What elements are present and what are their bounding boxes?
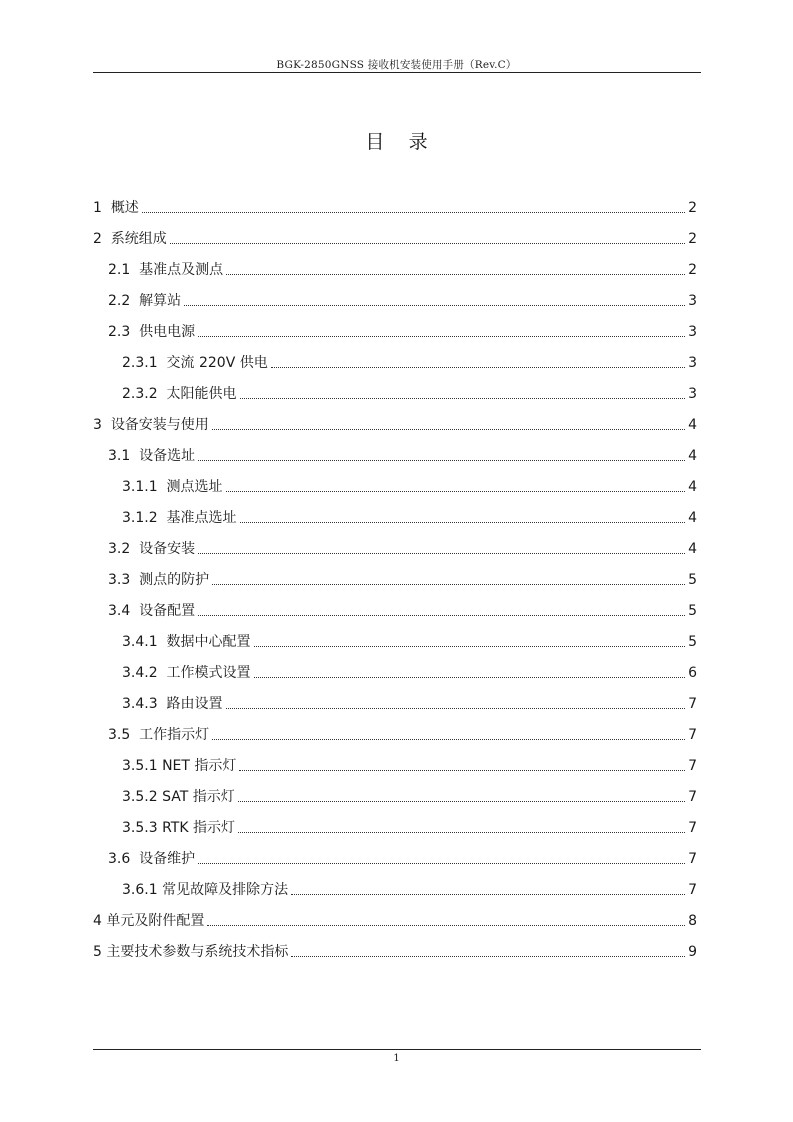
toc-entry-page: 8 bbox=[688, 913, 697, 929]
toc-dot-leader bbox=[212, 583, 685, 585]
toc-entry[interactable] bbox=[108, 288, 697, 310]
toc-entry[interactable] bbox=[93, 939, 697, 961]
toc-entry-page: 7 bbox=[688, 758, 697, 774]
toc-entry-number: 3.4 bbox=[108, 603, 140, 619]
toc-entry-number: 2.3 bbox=[108, 324, 140, 340]
toc-entry-page: 5 bbox=[688, 603, 697, 619]
toc-entry-page: 4 bbox=[688, 510, 697, 526]
toc-dot-leader bbox=[198, 552, 685, 554]
toc-dot-leader bbox=[212, 738, 685, 740]
toc-dot-leader bbox=[198, 862, 685, 864]
toc-entry-title: 设备配置 bbox=[139, 603, 196, 619]
toc-entry-title: 路由设置 bbox=[166, 696, 223, 712]
toc-entry[interactable] bbox=[93, 195, 697, 217]
toc-entry[interactable] bbox=[122, 753, 697, 775]
toc-entry-title: 基准点及测点 bbox=[139, 262, 224, 278]
toc-entry-title: 测点的防护 bbox=[139, 572, 210, 588]
toc-entry-number: 3.5.3 bbox=[122, 820, 163, 836]
toc-entry-title: 太阳能供电 bbox=[166, 386, 237, 402]
toc-entry-number: 4 bbox=[93, 913, 107, 929]
toc-dot-leader bbox=[254, 645, 686, 647]
toc-title: 目 录 bbox=[365, 131, 428, 153]
toc-entry-page: 5 bbox=[688, 572, 697, 588]
toc-dot-leader bbox=[271, 366, 685, 368]
toc-entry-title: 常见故障及排除方法 bbox=[162, 882, 289, 898]
toc-entry[interactable] bbox=[108, 846, 697, 868]
toc-entry[interactable] bbox=[122, 350, 697, 372]
toc-dot-leader bbox=[238, 800, 685, 802]
toc-entry-title: 设备安装 bbox=[139, 541, 196, 557]
toc-entry-page: 3 bbox=[688, 324, 697, 340]
toc-entry-page: 5 bbox=[688, 634, 697, 650]
toc-entry-number: 2.1 bbox=[108, 262, 140, 278]
toc-entry-number: 3.5.2 bbox=[122, 789, 163, 805]
toc-entry-title: 工作模式设置 bbox=[166, 665, 251, 681]
toc-entry-page: 7 bbox=[688, 820, 697, 836]
toc-dot-leader bbox=[226, 490, 686, 492]
toc-dot-leader bbox=[198, 335, 685, 337]
toc-entry-title: 单元及附件配置 bbox=[106, 913, 205, 929]
toc-entry[interactable] bbox=[108, 443, 697, 465]
toc-entry[interactable] bbox=[93, 412, 697, 434]
toc-entry-page: 7 bbox=[688, 789, 697, 805]
toc-dot-leader bbox=[239, 769, 685, 771]
toc-entry-number: 3.1.2 bbox=[122, 510, 167, 526]
toc-entry-title: 工作指示灯 bbox=[139, 727, 210, 743]
toc-entry-number: 2 bbox=[93, 231, 111, 247]
toc-entry-number: 3.2 bbox=[108, 541, 140, 557]
toc-entry-title: 设备维护 bbox=[139, 851, 196, 867]
toc-entry-number: 1 bbox=[93, 200, 111, 216]
toc-dot-leader bbox=[254, 676, 686, 678]
toc-dot-leader bbox=[226, 273, 685, 275]
toc-dot-leader bbox=[142, 211, 685, 213]
toc-entry[interactable] bbox=[93, 908, 697, 930]
toc-entry-number: 3.5.1 bbox=[122, 758, 163, 774]
toc-entry-number: 3.6.1 bbox=[122, 882, 163, 898]
toc-entry[interactable] bbox=[122, 691, 697, 713]
toc-entry-page: 4 bbox=[688, 417, 697, 433]
toc-entry[interactable] bbox=[108, 722, 697, 744]
toc-entry-page: 4 bbox=[688, 448, 697, 464]
toc-entry-number: 3.3 bbox=[108, 572, 140, 588]
toc-entry-page: 3 bbox=[688, 386, 697, 402]
running-header: BGK-2850GNSS 接收机安装使用手册（Rev.C） bbox=[276, 59, 517, 71]
toc-entry[interactable] bbox=[122, 877, 697, 899]
toc-dot-leader bbox=[198, 459, 685, 461]
toc-entry-title: 供电电源 bbox=[139, 324, 196, 340]
toc-dot-leader bbox=[238, 831, 685, 833]
toc-entry[interactable] bbox=[108, 536, 697, 558]
toc-entry-title: 设备选址 bbox=[139, 448, 196, 464]
toc-dot-leader bbox=[170, 242, 685, 244]
toc-entry-title: SAT 指示灯 bbox=[162, 789, 235, 805]
footer-divider bbox=[93, 1049, 701, 1050]
toc-dot-leader bbox=[291, 955, 685, 957]
toc-entry-title: 测点选址 bbox=[166, 479, 223, 495]
toc-entry-title: 设备安装与使用 bbox=[110, 417, 209, 433]
toc-entry-number: 5 bbox=[93, 944, 107, 960]
toc-entry-title: 数据中心配置 bbox=[166, 634, 251, 650]
toc-entry[interactable] bbox=[108, 257, 697, 279]
toc-entry[interactable] bbox=[122, 505, 697, 527]
toc-entry[interactable] bbox=[93, 226, 697, 248]
toc-entry[interactable] bbox=[108, 598, 697, 620]
toc-dot-leader bbox=[226, 707, 686, 709]
toc-entry-number: 3.4.2 bbox=[122, 665, 167, 681]
toc-dot-leader bbox=[198, 614, 685, 616]
page-number: 1 bbox=[393, 1053, 400, 1064]
toc-entry-number: 3.4.1 bbox=[122, 634, 167, 650]
toc-entry[interactable] bbox=[122, 815, 697, 837]
toc-entry-title: RTK 指示灯 bbox=[162, 820, 235, 836]
toc-entry-title: 概述 bbox=[110, 200, 139, 216]
toc-entry-page: 6 bbox=[688, 665, 697, 681]
toc-entry-number: 3.1 bbox=[108, 448, 140, 464]
toc-entry-page: 3 bbox=[688, 355, 697, 371]
toc-entry[interactable] bbox=[122, 474, 697, 496]
toc-entry-page: 7 bbox=[688, 851, 697, 867]
toc-entry[interactable] bbox=[108, 319, 697, 341]
toc-entry[interactable] bbox=[108, 567, 697, 589]
toc-entry-page: 4 bbox=[688, 479, 697, 495]
toc-dot-leader bbox=[184, 304, 685, 306]
toc-entry[interactable] bbox=[122, 381, 697, 403]
toc-entry-page: 7 bbox=[688, 882, 697, 898]
toc-dot-leader bbox=[291, 893, 685, 895]
toc-entry-page: 9 bbox=[688, 944, 697, 960]
toc-entry-title: 基准点选址 bbox=[166, 510, 237, 526]
toc-entry-number: 3.4.3 bbox=[122, 696, 167, 712]
toc-entry-page: 2 bbox=[688, 200, 697, 216]
toc-entry-number: 3.6 bbox=[108, 851, 140, 867]
toc-entry-number: 2.2 bbox=[108, 293, 140, 309]
toc-entry[interactable] bbox=[122, 784, 697, 806]
toc-entry-number: 2.3.2 bbox=[122, 386, 167, 402]
toc-entry-title: 交流 220V 供电 bbox=[166, 355, 268, 371]
toc-entry[interactable] bbox=[122, 629, 697, 651]
toc-entry-number: 2.3.1 bbox=[122, 355, 167, 371]
toc-entry-title: 解算站 bbox=[139, 293, 182, 309]
toc-entry-number: 3 bbox=[93, 417, 111, 433]
toc-dot-leader bbox=[240, 521, 686, 523]
toc-entry-page: 3 bbox=[688, 293, 697, 309]
toc-entry-number: 3.1.1 bbox=[122, 479, 167, 495]
toc-entry-title: NET 指示灯 bbox=[162, 758, 237, 774]
toc-entry-page: 2 bbox=[688, 262, 697, 278]
toc-entry-page: 4 bbox=[688, 541, 697, 557]
toc-entry-title: 系统组成 bbox=[110, 231, 167, 247]
toc-entry[interactable] bbox=[122, 660, 697, 682]
toc-dot-leader bbox=[207, 924, 685, 926]
toc-entry-page: 7 bbox=[688, 696, 697, 712]
toc-dot-leader bbox=[212, 428, 685, 430]
toc-entry-page: 2 bbox=[688, 231, 697, 247]
toc-dot-leader bbox=[240, 397, 686, 399]
toc-entry-page: 7 bbox=[688, 727, 697, 743]
toc-entry-title: 主要技术参数与系统技术指标 bbox=[106, 944, 289, 960]
toc-entry-number: 3.5 bbox=[108, 727, 140, 743]
